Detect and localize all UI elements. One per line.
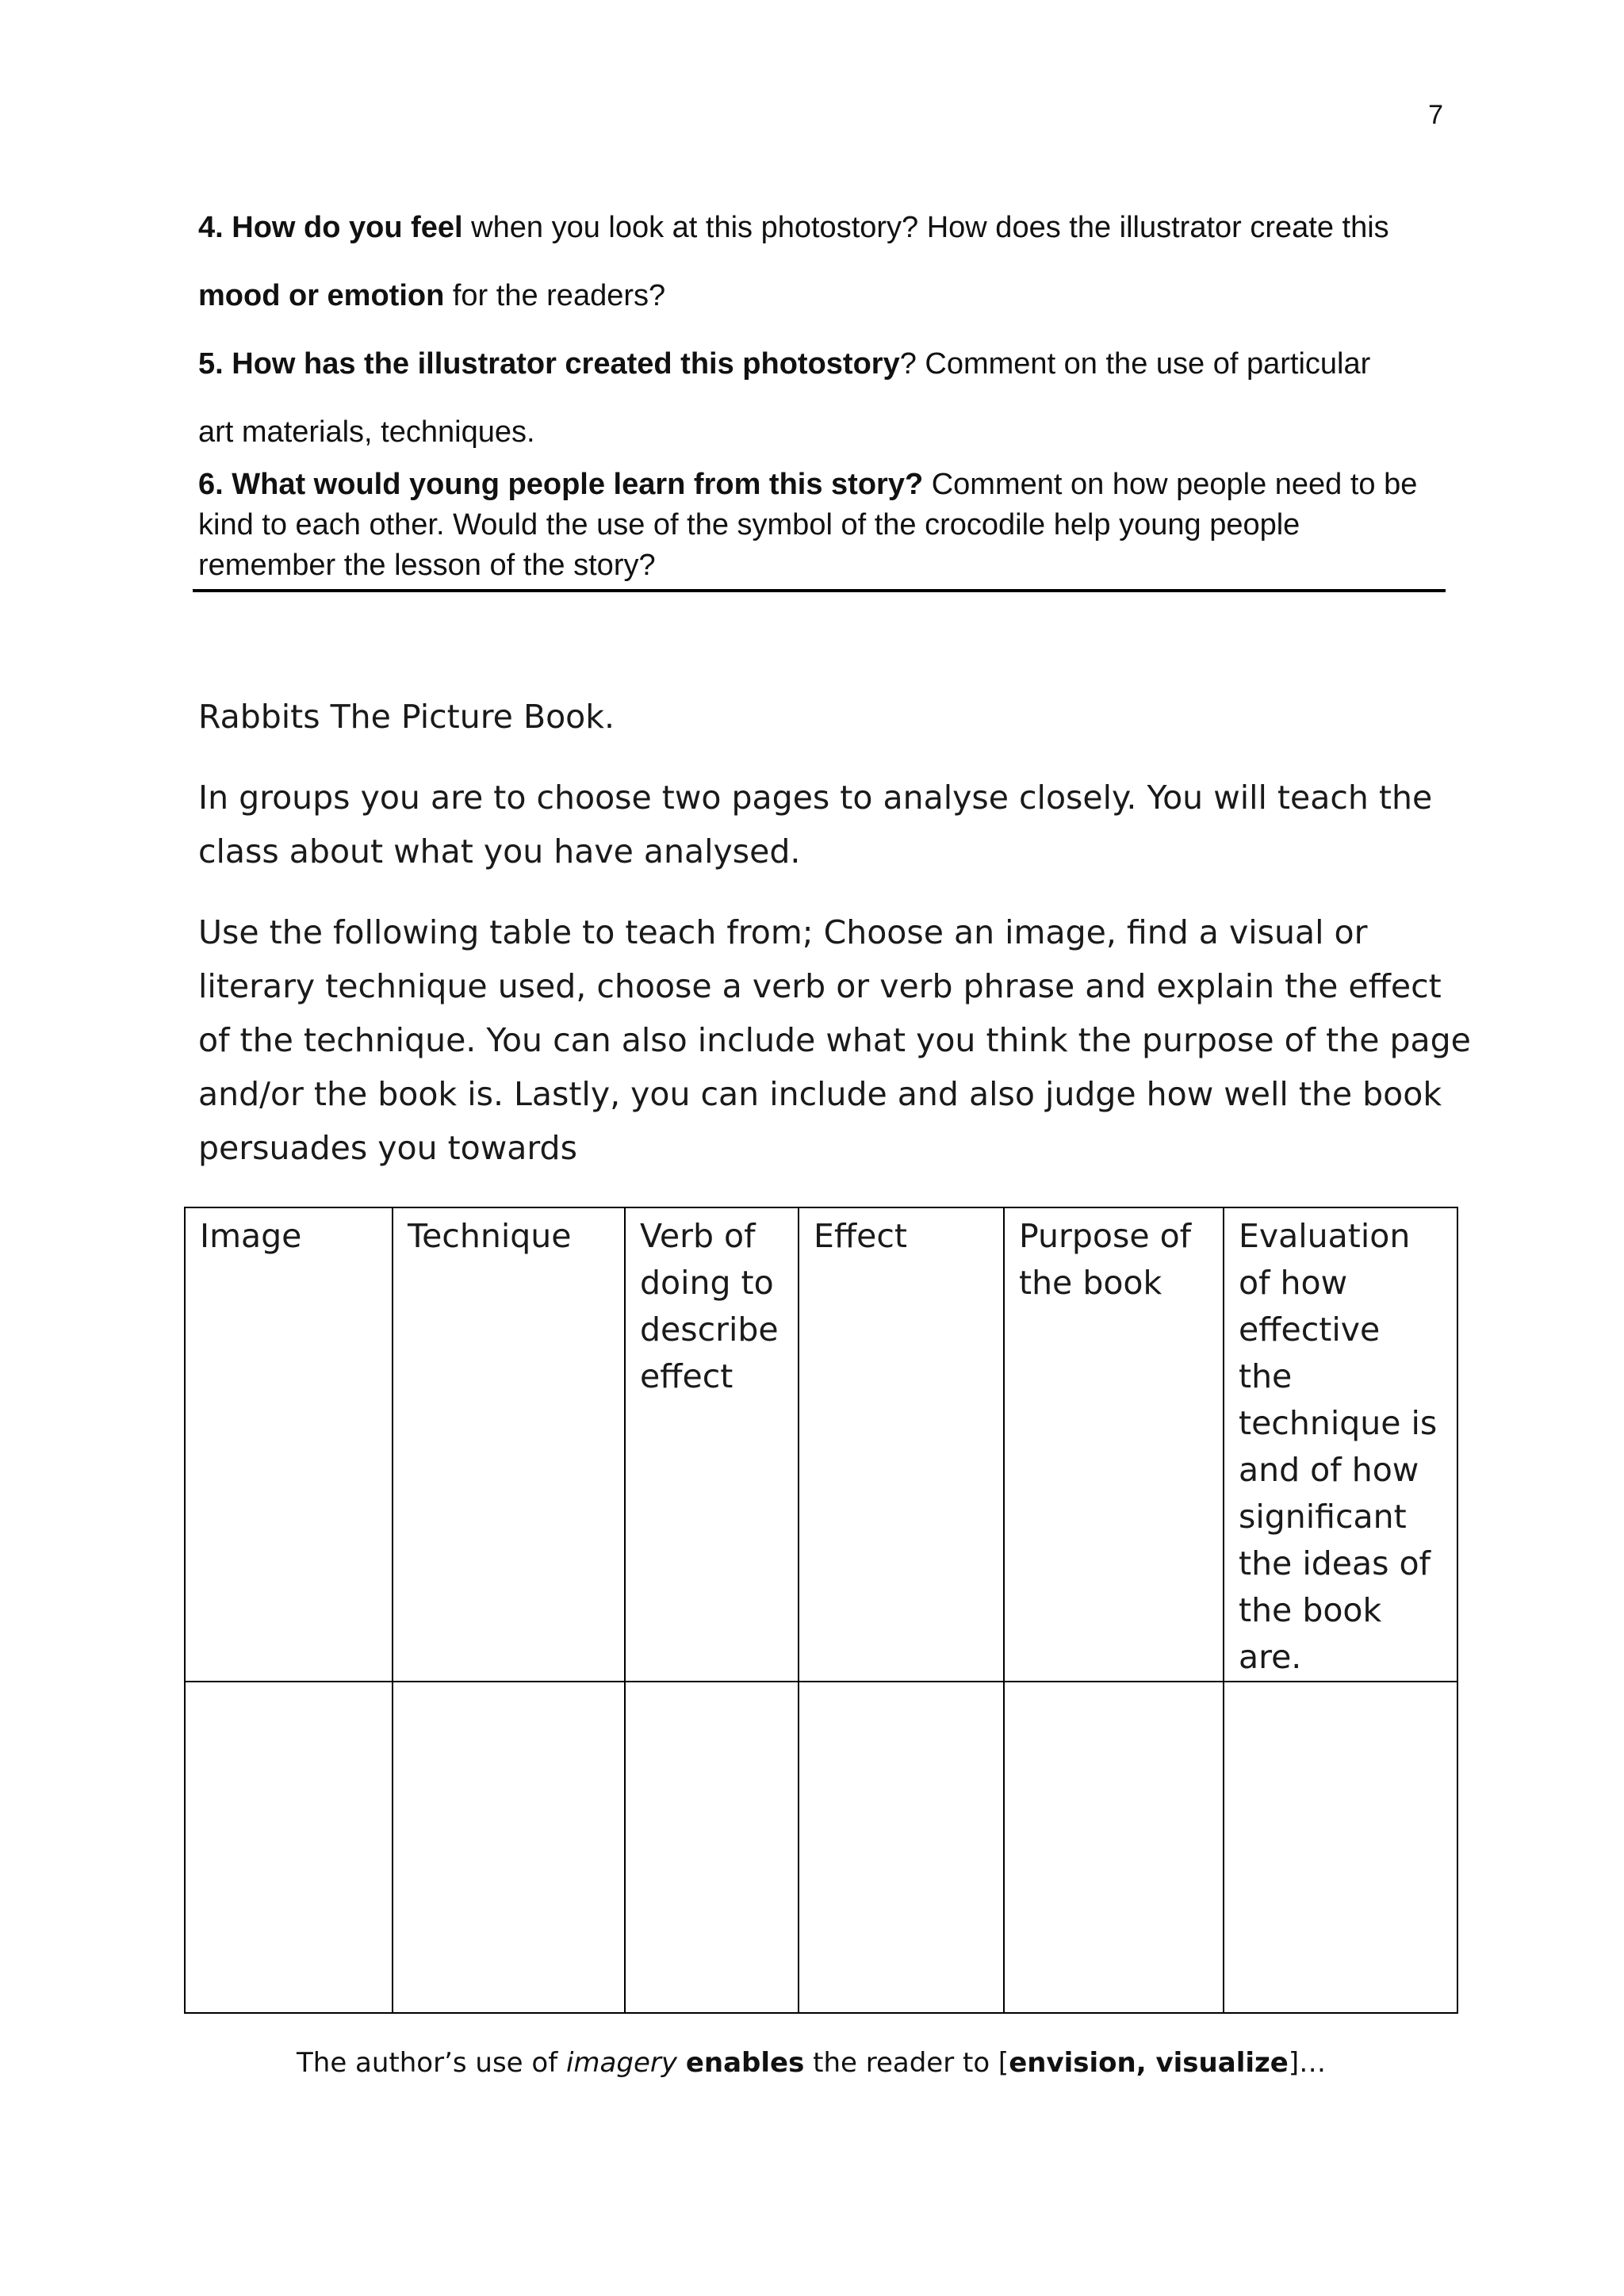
- analysis-table: [184, 1207, 1458, 2014]
- header-effect: Effect: [799, 1207, 1004, 1682]
- footer-text-2: the reader to [: [804, 2047, 1009, 2079]
- section-title: Rabbits The Picture Book.: [198, 698, 615, 736]
- question-5-continued: art materials, techniques.: [198, 415, 535, 449]
- header-purpose: Purpose of the book: [1004, 1207, 1224, 1682]
- question-4: [198, 193, 1451, 262]
- question-6: [198, 465, 1451, 586]
- table-cell[interactable]: [393, 1682, 625, 2013]
- table-cell[interactable]: [1004, 1682, 1224, 2013]
- question-4b-bold: mood or emotion: [198, 279, 445, 312]
- table-header-row: [185, 1207, 1457, 1682]
- instructions-paragraph-2: Use the following table to teach from; Choose an image, find a visual or literary technique used, choose a verb or verb phrase and explain the effect of the technique. You can also include what you think the purpose of the page and/or the book is. Lastly, you can include and also judge how well the book persuades you towards: [198, 913, 1471, 1167]
- footer-text-3: ]…: [1288, 2047, 1327, 2079]
- header-verb: Verb of doing to describe effect: [625, 1207, 799, 1682]
- table-cell[interactable]: [799, 1682, 1004, 2013]
- footer-italic: imagery: [565, 2047, 677, 2079]
- table-row: [185, 1682, 1457, 2013]
- sentence-starter: [297, 2047, 1326, 2079]
- instructions-paragraph-1: In groups you are to choose two pages to analyse closely. You will teach the class about what you have analysed.: [198, 779, 1433, 871]
- question-5: [198, 330, 1451, 398]
- discussion-questions: [198, 193, 1451, 466]
- question-5-bold: 5. How has the illustrator created this photostory: [198, 347, 900, 381]
- question-4b-text: for the readers?: [444, 279, 666, 312]
- table-cell[interactable]: [185, 1682, 393, 2013]
- question-5-text: ? Comment on the use of particular: [899, 347, 1371, 381]
- footer-text-1: The author’s use of: [297, 2047, 566, 2079]
- question-4-text: when you look at this photostory? How does the illustrator create this: [462, 211, 1389, 244]
- page-number: 7: [1428, 100, 1443, 130]
- question-4-bold: 4. How do you feel: [198, 211, 463, 244]
- footer-bold-2: envision, visualize: [1009, 2047, 1289, 2079]
- footer-bold-1: enables: [685, 2047, 805, 2079]
- table-cell[interactable]: [1224, 1682, 1457, 2013]
- header-image: Image: [185, 1207, 393, 1682]
- analysis-table-wrapper: [184, 1207, 1458, 2014]
- header-evaluation: Evaluation of how effective the technique is and of how significant the ideas of the book are.: [1224, 1207, 1457, 1682]
- question-6-bold: 6. What would young people learn from this story?: [198, 468, 924, 501]
- rabbits-section: [198, 690, 1483, 1202]
- header-technique: Technique: [393, 1207, 625, 1682]
- section-divider: [193, 589, 1446, 592]
- question-4-continued: [198, 262, 1451, 330]
- question-6-text: Comment on how people need to be kind to each other. Would the use of the symbol of the crocodile help young people remember the lesson of the story?: [198, 468, 1418, 582]
- footer-space: [677, 2047, 686, 2079]
- table-cell[interactable]: [625, 1682, 799, 2013]
